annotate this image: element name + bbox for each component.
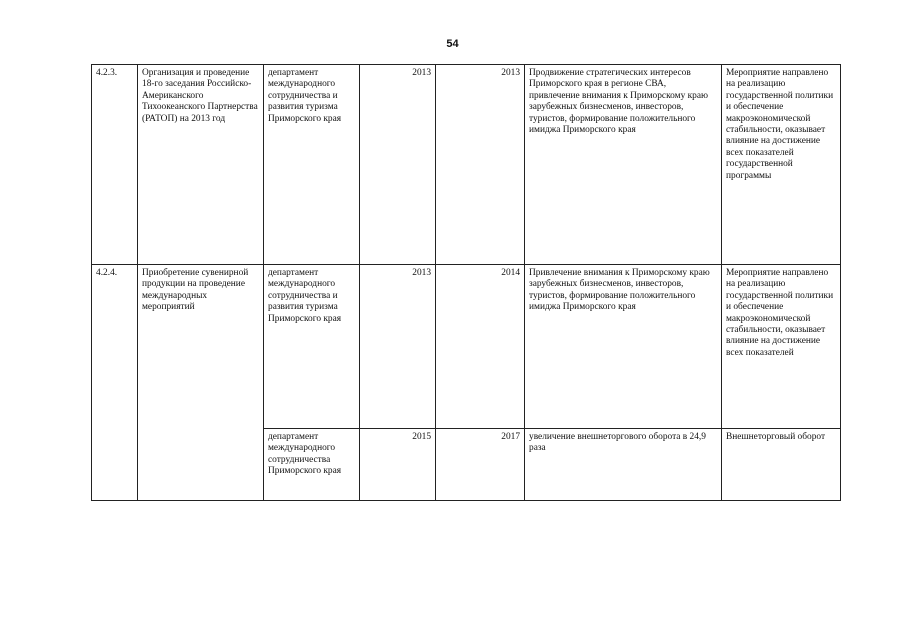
indicator-link: Внешнеторговый оборот	[722, 429, 841, 501]
indicator-link: Мероприятие направлено на реализацию государственной политики и обеспечение макроэкономической стабильности, оказывает влияние на достижение всех показателей	[722, 265, 841, 429]
year-end: 2013	[436, 65, 525, 265]
indicator-link: Мероприятие направлено на реализацию государственной политики и обеспечение макроэкономической стабильности, оказывает влияние на достижение всех показателей государственной программы	[722, 65, 841, 265]
year-start: 2013	[360, 65, 436, 265]
row-number: 4.2.4.	[92, 265, 138, 501]
activity-name: Приобретение сувенирной продукции на проведение международных мероприятий	[138, 265, 264, 501]
year-end: 2017	[436, 429, 525, 501]
expected-result: Привлечение внимания к Приморскому краю зарубежных бизнесменов, инвесторов, туристов, формирование положительного имиджа Приморского края	[525, 265, 722, 429]
expected-result: увеличение внешнеторгового оборота в 24,9 раза	[525, 429, 722, 501]
page-number: 54	[446, 38, 459, 50]
executor: департамент международного сотрудничества и развития туризма Приморского края	[264, 65, 360, 265]
expected-result: Продвижение стратегических интересов Приморского края в регионе СВА, привлечение внимания к Приморскому краю зарубежных бизнесменов, инвесторов, туристов, формирование положительного имиджа Приморского края	[525, 65, 722, 265]
executor: департамент международного сотрудничества Приморского края	[264, 429, 360, 501]
row-number: 4.2.3.	[92, 65, 138, 265]
table-row	[92, 65, 841, 265]
program-table	[91, 64, 841, 501]
year-start: 2015	[360, 429, 436, 501]
year-start: 2013	[360, 265, 436, 429]
activity-name: Организация и проведение 18-го заседания Российско-Американского Тихоокеанского Партнерства (РАТОП) на 2013 год	[138, 65, 264, 265]
executor: департамент международного сотрудничества и развития туризма Приморского края	[264, 265, 360, 429]
year-end: 2014	[436, 265, 525, 429]
table-row	[92, 265, 841, 429]
